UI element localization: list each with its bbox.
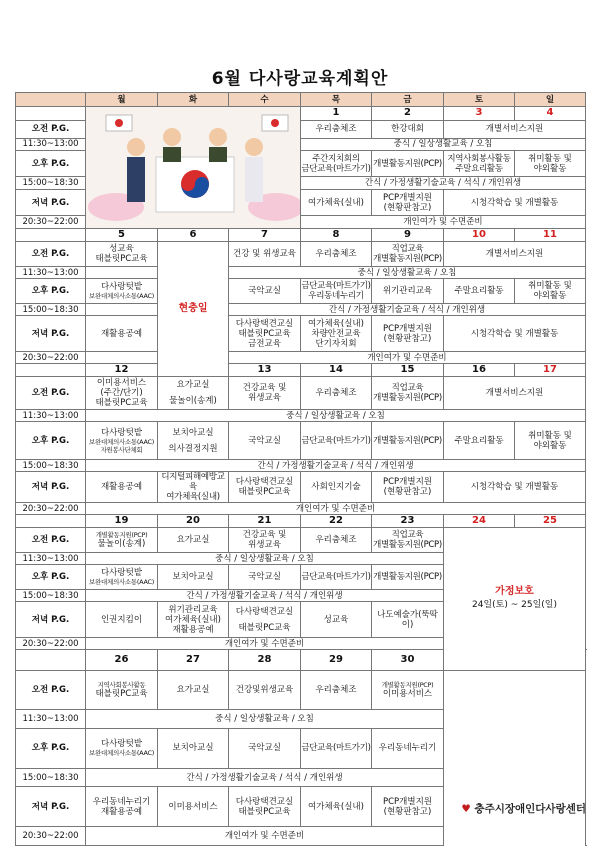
time-label: 20:30~22:00 xyxy=(16,352,86,364)
week2-eve-row xyxy=(16,316,586,352)
cell-line: 여가체육(실내) xyxy=(308,318,364,329)
schedule-cell: 간식 / 가정생활기술교육 / 석식 / 개인위생 xyxy=(86,590,444,602)
schedule-cell: 성교육 xyxy=(301,602,372,638)
time-label: 20:30~22:00 xyxy=(16,216,86,229)
cell-line: 다사랑텃밭 xyxy=(100,568,143,578)
schedule-cell: 개별활동지원(PCP) xyxy=(372,565,444,590)
row-label: 오후 P.G. xyxy=(16,279,86,304)
date-cell: 14 xyxy=(301,364,372,377)
week3-snack-row xyxy=(16,460,586,472)
cell-line: 자원봉사단체회 xyxy=(100,445,143,454)
day-header: 일 xyxy=(515,93,586,107)
schedule-cell: 직업교육 개별활동지원(PCP) xyxy=(372,377,444,410)
cell-line: 다사랑택견교실 xyxy=(235,318,294,329)
week2-date-row xyxy=(16,229,586,242)
cell-line: 다사랑텃밭 xyxy=(100,739,143,750)
schedule-cell: 건강및위생교육 xyxy=(229,670,301,710)
schedule-cell xyxy=(372,670,444,710)
schedule-cell: 금단교육(마트가기) xyxy=(301,729,372,769)
time-label: 20:30~22:00 xyxy=(16,827,86,846)
schedule-cell: 우리춤체조 xyxy=(301,120,372,138)
cell-line: 다사랑텃밭 xyxy=(100,427,143,438)
holiday-cell: 현충일 xyxy=(158,242,229,377)
row-label: 오후 P.G. xyxy=(16,565,86,590)
cell-line: 다사랑택견교실 xyxy=(235,606,294,617)
date-cell: 26 xyxy=(86,650,158,671)
schedule-cell xyxy=(229,316,301,352)
row-label: 저녁 P.G. xyxy=(16,316,86,352)
cell-line: 개별활동지원(PCP) xyxy=(381,680,434,689)
row-label: 오전 P.G. xyxy=(16,377,86,410)
schedule-cell: 중식 / 일상생활교육 / 오침 xyxy=(229,267,586,279)
cell-line: 재활용공예 xyxy=(172,624,214,635)
date-cell: 19 xyxy=(86,515,158,528)
schedule-cell xyxy=(86,787,158,827)
schedule-cell: 금단교육(마트가기) xyxy=(301,422,372,460)
time-label: 15:00~18:30 xyxy=(16,177,86,190)
schedule-cell xyxy=(301,316,372,352)
row-label: 저녁 P.G. xyxy=(16,602,86,638)
schedule-cell xyxy=(86,422,158,460)
week2-pm-row xyxy=(16,279,586,304)
time-label: 15:00~18:30 xyxy=(16,460,86,472)
time-label: 11:30~13:00 xyxy=(16,553,86,565)
schedule-cell: 간식 / 가정생활기술교육 / 석식 / 개인위생 xyxy=(229,304,586,316)
week3-pm-row xyxy=(16,422,586,460)
schedule-cell xyxy=(86,670,158,710)
day-header: 금 xyxy=(372,93,444,107)
cell-line: 개별활동지원(PCP) xyxy=(95,531,148,539)
date-cell: 13 xyxy=(229,364,301,377)
memorial-illustration xyxy=(86,107,301,229)
date-cell: 9 xyxy=(372,229,444,242)
schedule-cell xyxy=(86,377,158,410)
date-cell: 17 xyxy=(515,364,586,377)
cell-line: 의사결정지원 xyxy=(168,443,218,454)
week3-lunch-row xyxy=(16,410,586,422)
blank-cell xyxy=(16,229,86,242)
cell-line: 보완대체의사소통(AAC) xyxy=(89,292,154,300)
schedule-cell: 우리동네누리기 xyxy=(372,729,444,769)
cell-line: 물놀이(송계) xyxy=(97,539,146,549)
schedule-cell: 다사랑택견교실 태블릿PC교육 xyxy=(229,472,301,503)
schedule-table xyxy=(15,92,586,846)
center-name: 충주시장애인다사랑센터 xyxy=(474,803,586,815)
date-cell: 8 xyxy=(301,229,372,242)
cell-line: 요가교실 xyxy=(176,380,210,390)
row-label: 오전 P.G. xyxy=(16,670,86,710)
week3-date-row xyxy=(16,364,586,377)
schedule-cell: 국악교실 xyxy=(229,279,301,304)
week3-eve-row xyxy=(16,472,586,503)
schedule-cell: 개별서비스지원 xyxy=(444,377,586,410)
schedule-cell: 보치아교실 xyxy=(158,729,229,769)
row-label: 저녁 P.G. xyxy=(16,190,86,216)
schedule-cell: 개별활동지원(PCP) xyxy=(372,151,444,177)
date-cell: 25 xyxy=(515,515,586,528)
cell-line: 다사랑텃밭 xyxy=(100,282,143,292)
cell-line: 물놀이(송계) xyxy=(169,396,217,406)
schedule-cell: 보치아교실 xyxy=(158,565,229,590)
date-cell: 2 xyxy=(372,107,444,121)
blank-cell xyxy=(16,364,86,377)
schedule-cell: 주간지치회의 금단교육(마트가기) xyxy=(301,151,372,177)
date-cell: 4 xyxy=(515,107,586,121)
date-cell: 1 xyxy=(301,107,372,121)
blank-cell xyxy=(16,515,86,528)
schedule-cell xyxy=(86,242,158,267)
cell-line: 지역사회봉사활동 xyxy=(97,680,146,689)
center-footer xyxy=(461,801,586,816)
date-cell: 28 xyxy=(229,650,301,671)
schedule-cell: 취미활동 및 야외활동 xyxy=(515,422,586,460)
heart-icon: ♥ xyxy=(461,803,471,815)
week5-am-row xyxy=(16,670,586,710)
schedule-cell: PCP개별지원 (현황판참고) xyxy=(372,190,444,216)
date-cell: 16 xyxy=(444,364,515,377)
schedule-cell: 중식 / 일상생활교육 / 오침 xyxy=(86,710,444,729)
blank-cell xyxy=(86,304,158,316)
cell-line: 이미용서비스 xyxy=(382,688,433,699)
cell-line: 태블릿PC교육 xyxy=(95,254,148,264)
people-with-flag-illustration xyxy=(86,107,301,225)
schedule-cell xyxy=(86,528,158,553)
schedule-cell: 우리춤체조 xyxy=(301,528,372,553)
schedule-cell: 개인여가 및 수면준비 xyxy=(229,352,586,364)
schedule-cell: 중식 / 일상생활교육 / 오침 xyxy=(86,410,586,422)
schedule-cell xyxy=(158,377,229,410)
week2-am-row xyxy=(16,242,586,267)
schedule-cell: 한강대회 xyxy=(372,120,444,138)
schedule-cell: 요가교실 xyxy=(158,528,229,553)
cell-line: 이미용서비스 (주간/단기) xyxy=(96,378,147,398)
schedule-cell: 사회인지기술 xyxy=(301,472,372,503)
row-label: 오전 P.G. xyxy=(16,242,86,267)
schedule-cell: 개인여가 및 수면준비 xyxy=(301,216,586,229)
family-care-cell xyxy=(444,528,586,671)
time-label: 11:30~13:00 xyxy=(16,410,86,422)
week2-snack-row xyxy=(16,304,586,316)
schedule-cell: 시청각학습 및 개별활동 xyxy=(444,472,586,503)
cell-line: 태블릿PC교육 xyxy=(238,328,291,339)
week5-pm-row xyxy=(16,729,586,769)
date-cell: 12 xyxy=(86,364,158,377)
schedule-cell xyxy=(86,565,158,590)
cell-line: 보완대체의사소통(AAC) xyxy=(89,578,154,586)
day-header: 목 xyxy=(301,93,372,107)
date-cell: 29 xyxy=(301,650,372,671)
schedule-cell xyxy=(229,602,301,638)
week1-date-row xyxy=(16,107,586,121)
schedule-cell: 개별활동지원(PCP) xyxy=(372,422,444,460)
week3-am-row xyxy=(16,377,586,410)
schedule-cell: 건강교육 및 위생교육 xyxy=(229,377,301,410)
schedule-cell: 금단교육(마트가기) 우리동네누리기 xyxy=(301,279,372,304)
cell-line: 보완대체의사소통(AAC) xyxy=(89,437,154,446)
page-title: 6월 다사랑교육계획안 xyxy=(211,69,389,89)
schedule-cell: 중식 / 일상생활교육 / 오침 xyxy=(301,138,586,151)
schedule-cell: 디지털피해예방교육 여가체육(실내) xyxy=(158,472,229,503)
schedule-cell: 간식 / 가정생활기술교육 / 석식 / 개인위생 xyxy=(86,460,586,472)
time-label: 15:00~18:30 xyxy=(16,590,86,602)
corner-cell xyxy=(16,93,86,107)
schedule-cell: 직업교육 개별활동지원(PCP) xyxy=(372,242,444,267)
blank-cell xyxy=(86,352,158,364)
time-label: 20:30~22:00 xyxy=(16,503,86,515)
schedule-cell: 국악교실 xyxy=(229,565,301,590)
blank-cell xyxy=(16,107,86,121)
date-cell: 21 xyxy=(229,515,301,528)
date-cell: 24 xyxy=(444,515,515,528)
date-cell: 10 xyxy=(444,229,515,242)
schedule-cell: 주말요리활동 xyxy=(444,279,515,304)
time-label: 11:30~13:00 xyxy=(16,138,86,151)
date-cell: 6 xyxy=(158,229,229,242)
date-cell: 11 xyxy=(515,229,586,242)
schedule-cell: 간식 / 가정생활기술교육 / 석식 / 개인위생 xyxy=(301,177,586,190)
date-cell: 7 xyxy=(229,229,301,242)
cell-line: 태블릿PC교육 xyxy=(238,622,291,633)
week2-night-row xyxy=(16,352,586,364)
schedule-cell: 다사랑택견교실 태블릿PC교육 xyxy=(229,787,301,827)
week5-lunch-row xyxy=(16,710,586,729)
schedule-cell: 직업교육 개별활동지원(PCP) xyxy=(372,528,444,553)
schedule-cell: 건강교육 및 위생교육 xyxy=(229,528,301,553)
schedule-cell: 이미용서비스 xyxy=(158,787,229,827)
schedule-cell: 개별서비스지원 xyxy=(444,120,586,138)
row-label: 오전 P.G. xyxy=(16,120,86,138)
schedule-cell: 주말요리활동 xyxy=(444,422,515,460)
schedule-cell: 개인여가 및 수면준비 xyxy=(86,503,586,515)
schedule-cell: PCP개별지원 (현황판참고) xyxy=(372,787,444,827)
schedule-cell: 재활용공예 xyxy=(86,316,158,352)
schedule-cell: 취미활동 및 야외활동 xyxy=(515,279,586,304)
date-cell: 5 xyxy=(86,229,158,242)
row-label: 저녁 P.G. xyxy=(16,472,86,503)
cell-line: 차량안전교육 xyxy=(311,328,361,339)
row-label: 오후 P.G. xyxy=(16,151,86,177)
day-header: 토 xyxy=(444,93,515,107)
week4-am-row xyxy=(16,528,586,553)
schedule-cell: 금단교육(마트가기) xyxy=(301,565,372,590)
schedule-cell: 나도예술가(뚝딱이) xyxy=(372,602,444,638)
week2-lunch-row xyxy=(16,267,586,279)
date-cell: 23 xyxy=(372,515,444,528)
cell-line: 단기자치회 xyxy=(315,338,357,349)
cell-line: 보치아교실 xyxy=(172,427,214,438)
week3-night-row xyxy=(16,503,586,515)
blank-cell xyxy=(86,267,158,279)
cell-line: 우리동네누리기 xyxy=(92,796,151,807)
time-label: 11:30~13:00 xyxy=(16,267,86,279)
row-label: 오후 P.G. xyxy=(16,729,86,769)
date-cell: 15 xyxy=(372,364,444,377)
schedule-cell: 개인여가 및 수면준비 xyxy=(86,827,444,846)
row-label: 오후 P.G. xyxy=(16,422,86,460)
schedule-cell: 시청각학습 및 개별활동 xyxy=(444,190,586,216)
family-care-dates: 24일(토) ~ 25일(일) xyxy=(472,600,557,611)
schedule-cell xyxy=(158,422,229,460)
cell-line: 위기관리교육 xyxy=(168,604,218,615)
schedule-cell: 우리춤체조 xyxy=(301,242,372,267)
cell-line: 재활용공예 xyxy=(100,806,143,817)
cell-line: 여가체육(실내) xyxy=(165,614,221,625)
schedule-cell: 국악교실 xyxy=(229,729,301,769)
day-header: 수 xyxy=(229,93,301,107)
schedule-cell: 중식 / 일상생활교육 / 오침 xyxy=(86,553,444,565)
cell-line: 금전교육 xyxy=(248,338,281,349)
time-label: 11:30~13:00 xyxy=(16,710,86,729)
week5-night-row xyxy=(16,827,586,846)
row-label: 오전 P.G. xyxy=(16,528,86,553)
date-cell: 20 xyxy=(158,515,229,528)
time-label: 15:00~18:30 xyxy=(16,768,86,787)
schedule-cell: 요가교실 xyxy=(158,670,229,710)
schedule-cell: 지역사회봉사활동 주말요리활동 xyxy=(444,151,515,177)
week4-date-row xyxy=(16,515,586,528)
schedule-cell: 개별서비스지원 xyxy=(444,242,586,267)
week5-snack-row xyxy=(16,768,586,787)
date-cell: 3 xyxy=(444,107,515,121)
blank-cell xyxy=(16,650,86,671)
schedule-cell: 개인여가 및 수면준비 xyxy=(86,638,444,650)
schedule-cell: PCP개별지원 (현황판참고) xyxy=(372,316,444,352)
date-cell: 30 xyxy=(372,650,444,671)
time-label: 20:30~22:00 xyxy=(16,638,86,650)
cell-line: 태블릿PC교육 xyxy=(95,398,148,408)
schedule-cell: 우리춤체조 xyxy=(301,377,372,410)
schedule-cell: 여가체육(실내) xyxy=(301,190,372,216)
schedule-cell: 위기관리교육 xyxy=(372,279,444,304)
weekday-header-row xyxy=(16,93,586,107)
schedule-cell xyxy=(86,729,158,769)
row-label: 저녁 P.G. xyxy=(16,787,86,827)
cell-line: 태블릿PC교육 xyxy=(95,688,148,699)
schedule-cell xyxy=(158,602,229,638)
date-cell: 27 xyxy=(158,650,229,671)
family-care-title: 가정보호 xyxy=(495,586,534,598)
schedule-cell: 간식 / 가정생활기술교육 / 석식 / 개인위생 xyxy=(86,768,444,787)
date-cell: 22 xyxy=(301,515,372,528)
schedule-cell: 재활용공예 xyxy=(86,472,158,503)
schedule-cell: 여가체육(실내) xyxy=(301,787,372,827)
day-header: 월 xyxy=(86,93,158,107)
schedule-cell xyxy=(86,279,158,304)
schedule-cell: 우리춤체조 xyxy=(301,670,372,710)
schedule-cell: 취미활동 및 야외활동 xyxy=(515,151,586,177)
cell-line: 성교육 xyxy=(109,244,134,254)
schedule-cell: PCP개별지원 (현황판참고) xyxy=(372,472,444,503)
schedule-cell: 국악교실 xyxy=(229,422,301,460)
schedule-cell: 인권지킴이 xyxy=(86,602,158,638)
cell-line: 보완대체의사소통(AAC) xyxy=(89,749,154,758)
schedule-cell: 시청각학습 및 개별활동 xyxy=(444,316,586,352)
day-header: 화 xyxy=(158,93,229,107)
schedule-cell: 건강 및 위생교육 xyxy=(229,242,301,267)
time-label: 15:00~18:30 xyxy=(16,304,86,316)
